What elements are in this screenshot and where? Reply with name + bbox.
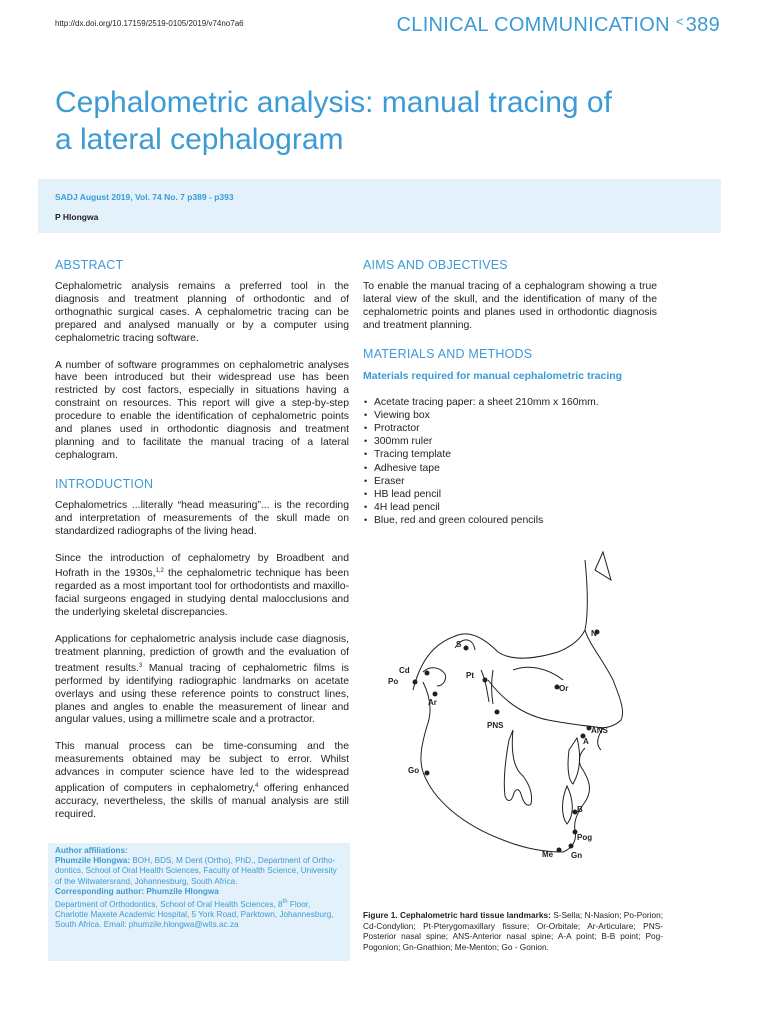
incisor-upper: [568, 738, 580, 784]
landmark-label: A: [583, 737, 589, 746]
materials-subheading: Materials required for manual cephalometric tracing: [363, 369, 623, 382]
list-item: • 4H lead pencil: [363, 501, 657, 514]
author-name: P Hlongwa: [55, 212, 99, 222]
condyle: [423, 668, 446, 686]
landmark-label: Cd: [399, 666, 410, 675]
corresponding-details: Department of Orthodontics, School of Oral Health Sciences, 8th Floor, Charlotte Maxete Academic Hospital, 5 York Road, Parktown, Johannesburg, South Africa. Email: phumzile.hlongwa@wits.ac.za: [55, 899, 334, 930]
list-item: • Acetate tracing paper: a sheet 210mm x 160mm.: [363, 396, 657, 409]
intro-paragraph-3: Applications for cephalometric analysis include case diagnosis, treatment planning, prediction of growth and the evaluation of treatment results.$^3$ Manual tracing of cephalometric films is performed by identifying radiographic landmarks on acetate overlays and using these reference points to construct lines, planes and angles to enable the measurement of linear and angular values, using a millimetre scale and a protractor.: [55, 634, 349, 726]
landmark-point: [557, 848, 562, 853]
article-title: Cephalometric analysis: manual tracing of a lateral cephalogram: [55, 86, 612, 156]
ramus: [421, 682, 576, 852]
list-item: • Adhesive tape: [363, 462, 657, 475]
list-item: • Blue, red and green coloured pencils: [363, 514, 657, 527]
landmark-point: [483, 678, 488, 683]
landmark-label: Po: [388, 677, 399, 686]
aims-heading: AIMS AND OBJECTIVES: [363, 258, 508, 272]
landmark-label: Pt: [466, 671, 474, 680]
abstract-heading: ABSTRACT: [55, 258, 124, 272]
landmark-point: [495, 710, 500, 715]
citation-ref[interactable]: 4: [255, 783, 259, 790]
list-item: • Viewing box: [363, 409, 657, 422]
figure-caption-label: Figure 1. Cephalometric hard tissue landmarks:: [363, 910, 554, 920]
cephalometric-tracing-figure: [363, 540, 663, 900]
introduction-heading: INTRODUCTION: [55, 476, 154, 491]
corresponding-heading: Corresponding author: Phumzile Hlongwa: [55, 886, 219, 896]
right-column: [363, 258, 657, 528]
pterygomaxillary-fissure: [481, 670, 493, 704]
citation: SADJ August 2019, Vol. 74 No. 7 p389 - p393: [55, 192, 234, 202]
citation-ref[interactable]: 3: [138, 662, 143, 669]
ascending-line: [595, 552, 611, 580]
intro-paragraph-4: This manual process can be time-consuming and the measurements obtained may be subject to error. Whilst advances in computer science have led to the widespread application of computers in cephalometry,$^4$ offering enhanced accuracy, nevertheless, the skills of manual analysis are still required.: [55, 741, 349, 820]
figure-caption: [363, 910, 663, 952]
intro-paragraph-1: Cephalometrics ...literally “head measuring”... is the recording and interpretation of measurements of the skull made on standardized radiographs of the living head.: [55, 499, 349, 537]
landmark-label: Or: [559, 684, 569, 693]
list-item: • Eraser: [363, 475, 657, 488]
landmark-label: PNS: [487, 721, 504, 730]
page-number: 389: [685, 14, 720, 36]
landmark-point: [464, 646, 469, 651]
abstract-paragraph-2: A number of software programmes on cephalometric analyses have been introduced but their widespread use has been restricted by cost factors, especially in situations having a constraint on resources. This report will give a step-by-step procedure to enable the identification of cephalometric points and planes used in orthodontic diagnosis and treatment planning and to facilitate the manual tracing of a lateral cephalogram.: [55, 359, 349, 461]
section-name: CLINICAL COMMUNICATION: [396, 14, 670, 36]
landmark-point: [425, 671, 430, 676]
landmark-label: Gn: [571, 851, 583, 860]
figure-caption-text: S-Sella; N-Nasion; Po-Porion; Cd-Condylion; Pt-Pterygomaxillary fissure; Or-Orbitale; Ar-Articulare; PNS-Posterior nasal spine; ANS-Anterior nasal spine; A-A point; B-B point; Pog-Pogonion; Gn-Gnathion; Me-Menton; Go - Gonion.: [363, 910, 664, 952]
mandible-anterior: [575, 748, 590, 830]
landmark-point: [413, 680, 418, 685]
incisor-lower: [563, 786, 573, 824]
list-item: • Protractor: [363, 422, 657, 435]
landmark-label: ANS: [591, 726, 608, 735]
page-separator: <: [675, 14, 684, 29]
landmark-label: B: [577, 805, 583, 814]
landmark-label: S: [456, 640, 462, 649]
landmark-label: Go: [408, 766, 420, 775]
meta-band: [38, 179, 721, 233]
landmark-label: N: [591, 629, 597, 638]
aims-paragraph: To enable the manual tracing of a cephalogram showing a true lateral view of the skull, and the identification of many of the cephalometric points and planes used in orthodontic diagnosis and treatment planning.: [363, 281, 657, 331]
materials-heading: MATERIALS AND METHODS: [363, 346, 533, 361]
author-affiliations: [55, 846, 345, 931]
skull-outline: [413, 630, 585, 690]
left-column: [55, 258, 349, 836]
landmark-label: Pog: [577, 833, 593, 842]
zygomatic: [513, 667, 563, 680]
landmark-point: [433, 692, 438, 697]
frontal-profile: [585, 560, 623, 728]
materials-list: [363, 396, 657, 528]
list-item: • Tracing template: [363, 448, 657, 461]
intro-paragraph-2: Since the introduction of cephalometry by Broadbent and Hofrath in the 1930s,$^{1,2}$ the cephalometric technique has been regarded as a most important tool for orthodontists and maxillo-facial surgeons engaged in studying dental malocclusions and the underlying skeletal discrepancies.: [55, 552, 350, 619]
section-label: [397, 14, 720, 37]
citation-ref[interactable]: 1,2: [155, 568, 164, 575]
landmark-label: Ar: [428, 698, 437, 707]
landmark-point: [425, 771, 430, 776]
doi-link[interactable]: http://dx.doi.org/10.17159/2519-0105/2019/v74no7a6: [55, 19, 244, 28]
molar: [504, 730, 531, 805]
list-item: • 300mm ruler: [363, 435, 657, 448]
abstract-paragraph-1: Cephalometric analysis remains a preferred tool in the diagnosis and treatment planning of orthodontic and of orthognathic surgical cases. A cephalometric tracing can be prepared and analysed manually or by a computer using cephalometric tracing software.: [55, 281, 349, 344]
list-item: • HB lead pencil: [363, 488, 657, 501]
affiliations-heading: Author affiliations:: [55, 846, 128, 855]
affiliation-details: Phumzile Hlongwa: BOH, BDS, M Dent (Ortho), PhD., Department of Ortho-dontics, School of Oral Health Sciences, Faculty of Health Science, University of the Witwatersrand, Johannesburg, South Africa.: [55, 856, 337, 886]
landmark-label: Me: [542, 850, 554, 859]
landmark-point: [569, 844, 574, 849]
